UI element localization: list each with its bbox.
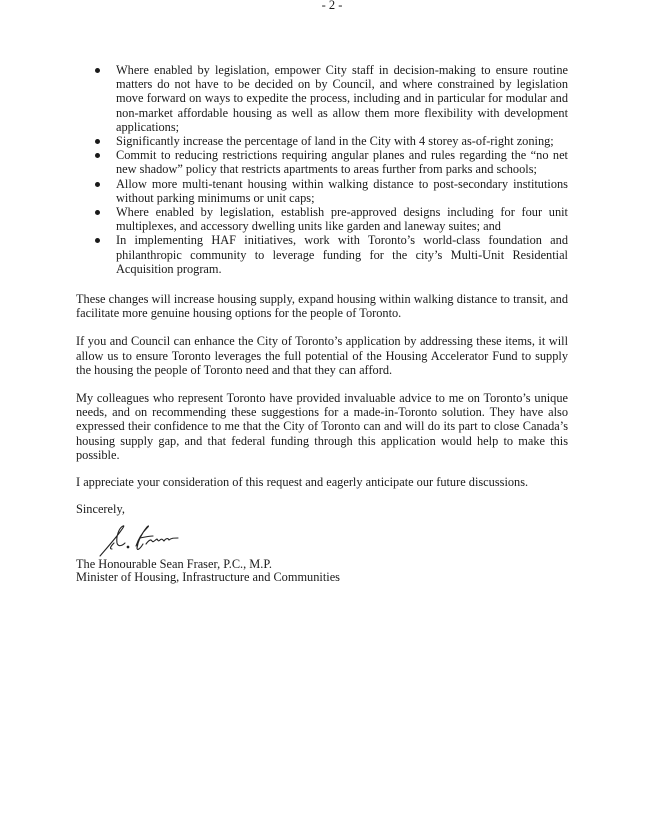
list-item bbox=[76, 205, 568, 233]
bullet-icon bbox=[95, 68, 100, 73]
list-item-text: Where enabled by legislation, empower City staff in decision-making to ensure routine matters do not have to be decided on by Council, and where constrained by legislation move forward on ways to expedite the process, including and in particular for modular and non-market affordable housing as well as allow them more flexibility with development applications; bbox=[116, 63, 568, 134]
bullet-icon bbox=[95, 238, 100, 243]
list-item bbox=[76, 134, 568, 148]
paragraph-colleagues: My colleagues who represent Toronto have provided invaluable advice to me on Toronto’s unique needs, and on recommending these suggestions for a made-in-Toronto solution. They have also expressed their confidence to me that the City of Toronto can and will do its part to close Canada’s housing supply gap, and that federal funding through this application would help to make this possible. bbox=[76, 391, 568, 462]
list-item-text: Allow more multi-tenant housing within walking distance to post-secondary institutions without parking minimums or unit caps; bbox=[116, 176, 568, 205]
bullet-icon bbox=[95, 210, 100, 215]
list-item-text: Commit to reducing restrictions requiring angular planes and rules regarding the “no net new shadow” policy that restricts apartments to areas further from parks and schools; bbox=[116, 148, 568, 177]
bullet-icon bbox=[95, 139, 100, 144]
list-item-text: In implementing HAF initiatives, work with Toronto’s world-class foundation and philanthropic community to leverage funding for the city’s Multi-Unit Residential Acquisition program. bbox=[116, 233, 568, 276]
list-item-text: Significantly increase the percentage of land in the City with 4 storey as-of-right zoning; bbox=[116, 134, 554, 149]
paragraph-appreciation: I appreciate your consideration of this request and eagerly anticipate our future discussions. bbox=[76, 475, 529, 490]
list-item bbox=[76, 177, 568, 205]
signatory-name: The Honourable Sean Fraser, P.C., M.P. bbox=[76, 557, 272, 572]
recommendation-list bbox=[76, 63, 568, 276]
list-item bbox=[76, 63, 568, 134]
bullet-icon bbox=[95, 153, 100, 158]
list-item-text: Where enabled by legislation, establish pre-approved designs including for four unit multiplexes, and accessory dwelling units like garden and laneway suites; and bbox=[116, 205, 568, 234]
signature-block bbox=[76, 516, 568, 570]
signatory-title: Minister of Housing, Infrastructure and Communities bbox=[76, 570, 340, 585]
list-item bbox=[76, 148, 568, 176]
paragraph-application: If you and Council can enhance the City of Toronto’s application by addressing these items, it will allow us to ensure Toronto leverages the full potential of the Housing Accelerator Fund to supply the housing the people of Toronto need and that they can afford. bbox=[76, 334, 568, 377]
list-item bbox=[76, 233, 568, 276]
page-number: - 2 - bbox=[321, 0, 343, 12]
paragraph-housing-supply: These changes will increase housing supply, expand housing within walking distance to transit, and facilitate more genuine housing options for the people of Toronto. bbox=[76, 292, 568, 321]
letter-body bbox=[76, 63, 568, 585]
handwritten-signature bbox=[92, 516, 188, 562]
bullet-icon bbox=[95, 182, 100, 187]
salutation: Sincerely, bbox=[76, 502, 125, 517]
